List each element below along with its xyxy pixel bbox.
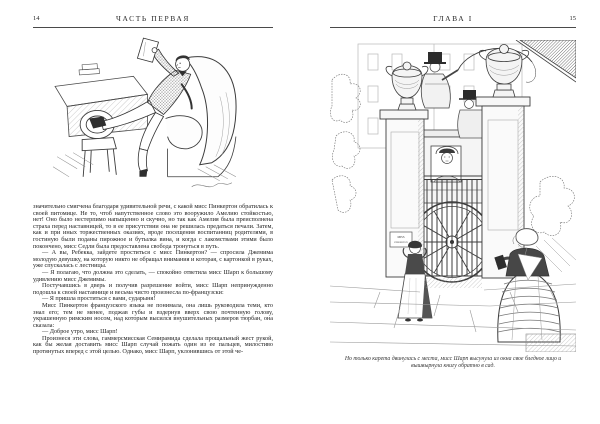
becky-face: [442, 153, 453, 164]
paragraph: значительно смягчена благодаря удивительной речи, с какой мисс Пинкертон обратилась к своей питомице. Не то, чтоб напутственное слово это вооружило Амелию стойкостью, нет! Оно было нестерпимо напыщенно и скучно, но так как Амелия была преисполнена страха перед наставницей, то в ее присутствии она не решилась предаться печали. Затем, как и при иных торжественных оказиях, вроде посещения воспитанниц родителями, в гостиную были поданы пирожное и бутылка вина, и когда с лакомствами этими было покончено, мисс Седли была предоставлена свобода тронуться в путь.: [33, 203, 273, 250]
paragraph: — Доброе утро, мисс Шарп!: [42, 328, 118, 336]
running-title-right: ГЛАВА I: [433, 14, 473, 23]
footman-top-hat: [463, 90, 476, 99]
paragraph: Мисс Пинкертон французского языка не понимала, она лишь руководила теми, кто знал его; тем не менее, поджав губы и вздернув вверх свою почтенную голову, украшенную римским носом, над которым высился внушительных размеров тюрбан, она сказала:: [33, 301, 273, 329]
header-rule-right: [330, 27, 576, 28]
paragraph: — Я полагаю, что должна это сделать, — спокойно ответила мисс Шарп к большому удивлению мисс Джемимы.: [33, 268, 273, 283]
paragraph: — А вы, Ребекка, зайдете проститься с мисс Пинкертон? — спросила Джемима молодую девушку, на которую никто не обращал внимания и которая, с картонкой в руках, уже спускалась с лестницы.: [33, 249, 273, 270]
illustration-carriage-at-gates: [330, 40, 576, 352]
header-rule-left: [33, 27, 273, 28]
page-number-right: 15: [569, 15, 576, 22]
roof-eave: [516, 40, 576, 82]
body-text-column: [33, 204, 273, 356]
gate-plaque-line1: MISS: [397, 235, 405, 239]
paragraph: Постучавшись в дверь и получив разрешение войти, мисс Шарп непринужденно подошла к своей наставнице и весьма чисто произнесла по-французски:: [33, 282, 273, 296]
paragraph: Произнеся эти слова, гаммерсмисская Семирамида сделала прощальный жест рукой, как бы желая доставить мисс Шарп случай пожать один из ее пальцев, милостиво протянутых вперед с этой целью. Однако, мисс Шарп, уклонившись от этой че-: [33, 334, 273, 356]
carriage-gates-engraving: [330, 40, 576, 352]
running-title-left: ЧАСТЬ ПЕРВАЯ: [116, 14, 190, 23]
urn-right: [479, 45, 529, 98]
coachman-top-hat: [428, 52, 442, 62]
page-right: [330, 0, 576, 424]
foliage-left: [330, 74, 360, 212]
reclining-man-engraving: [49, 36, 255, 202]
paragraph: — Я пришла проститься с вами, сударыня!: [42, 295, 156, 303]
illustration-caption: Но только карета двинулась с места, мисс Шарп высунула из окна свое бледное лицо и вышвырнула книгу обратно в сад.: [344, 356, 562, 369]
bonnet: [516, 229, 538, 246]
page-number-left: 14: [33, 15, 40, 22]
illustration-reclining-man: [49, 36, 255, 202]
gate-plaque-line2: PINKERTON: [394, 241, 408, 244]
page-left: [33, 0, 273, 424]
